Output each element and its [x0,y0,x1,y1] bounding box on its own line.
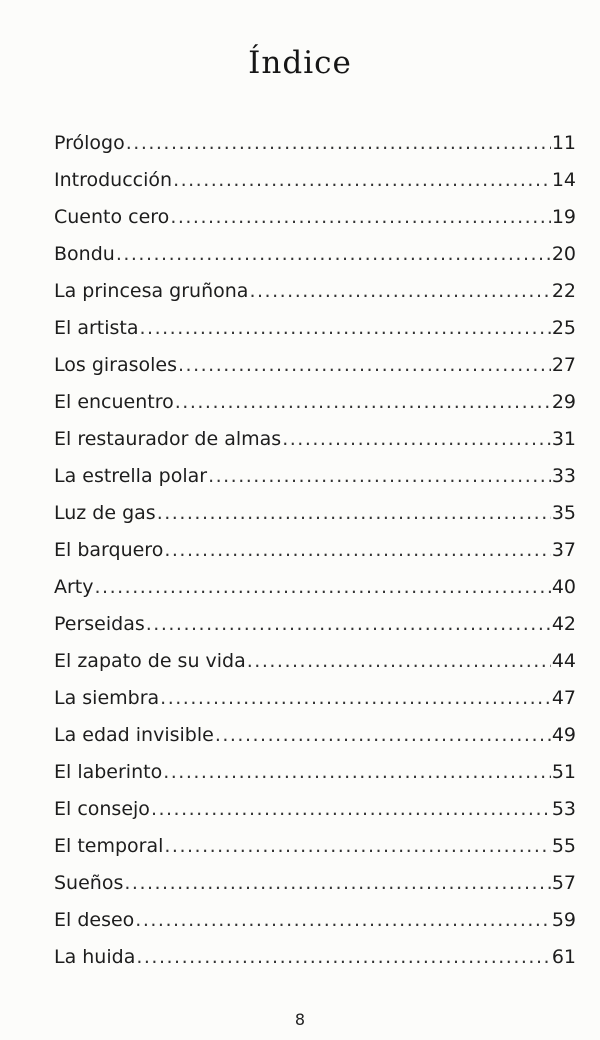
toc-entry-page: 55 [551,835,576,857]
toc-entry-title: El artista [54,317,139,339]
toc-entry-page: 27 [551,354,576,376]
toc-entry-page: 61 [551,946,576,968]
toc-entry-page: 20 [551,243,576,265]
toc-entry [54,428,576,465]
toc-entry-page: 57 [551,872,576,894]
dot-leader [135,909,551,931]
toc-entry-page: 35 [551,502,576,524]
toc-entry-page: 59 [551,909,576,931]
toc-entry [54,317,576,354]
toc-entry [54,761,576,798]
toc-entry [54,169,576,206]
toc-entry [54,909,576,946]
toc-entry [54,724,576,761]
toc-entry-title: El zapato de su vida [54,650,246,672]
dot-leader [208,465,551,487]
toc-entry [54,280,576,317]
toc-entry [54,798,576,835]
toc-entry-title: La edad invisible [54,724,214,746]
dot-leader [178,354,551,376]
toc-entry-page: 25 [551,317,576,339]
toc-entry-title: Cuento cero [54,206,170,228]
dot-leader [249,280,550,302]
dot-leader [136,946,550,968]
toc-entry [54,502,576,539]
toc-entry-page: 44 [551,650,576,672]
dot-leader [140,317,551,339]
toc-entry-title: La estrella polar [54,465,208,487]
toc-entry-page: 33 [551,465,576,487]
toc-entry-title: Luz de gas [54,502,156,524]
dot-leader [160,687,551,709]
page-number: 8 [294,1010,306,1029]
dot-leader [157,502,551,524]
toc-entry-page: 53 [551,798,576,820]
toc-entry [54,391,576,428]
toc-entry [54,946,576,983]
toc-entry-title: Introducción [54,169,173,191]
toc-entry-title: Sueños [54,872,124,894]
toc-entry-page: 22 [551,280,576,302]
toc-entry-page: 42 [551,613,576,635]
toc-entry-title: El temporal [54,835,164,857]
toc-entry-page: 49 [551,724,576,746]
toc-entry-page: 51 [551,761,576,783]
toc-entry-page: 40 [551,576,576,598]
toc-entry-page: 14 [551,169,576,191]
dot-leader [170,206,551,228]
toc-entry-title: El restaurador de almas [54,428,282,450]
toc-entry-title: El encuentro [54,391,174,413]
dot-leader [95,576,551,598]
toc-entry-title: La princesa gruñona [54,280,249,302]
toc-entry-page: 31 [551,428,576,450]
toc-entry-page: 47 [551,687,576,709]
toc-entry-page: 29 [551,391,576,413]
toc-entry [54,354,576,391]
toc-entry-title: La huida [54,946,136,968]
toc-entry [54,539,576,576]
toc-entry [54,576,576,613]
toc-entry-title: El deseo [54,909,135,931]
dot-leader [175,391,551,413]
toc-entry [54,613,576,650]
toc-entry-title: Prólogo [54,132,125,154]
toc-entry-page: 11 [551,132,576,154]
toc-entry-title: El barquero [54,539,164,561]
dot-leader [215,724,551,746]
toc-entry-title: Los girasoles [54,354,177,376]
toc-entry [54,687,576,724]
dot-leader [164,539,550,561]
table-of-contents [54,132,576,983]
toc-entry [54,872,576,909]
dot-leader [164,835,550,857]
dot-leader [126,132,551,154]
page-title: Índice [248,45,352,81]
dot-leader [146,613,551,635]
dot-leader [116,243,551,265]
dot-leader [151,798,551,820]
toc-entry-page: 37 [551,539,576,561]
toc-entry-title: Arty [54,576,94,598]
dot-leader [282,428,551,450]
toc-entry [54,465,576,502]
toc-entry-title: La siembra [54,687,160,709]
toc-entry-page: 19 [551,206,576,228]
dot-leader [124,872,550,894]
toc-entry [54,650,576,687]
toc-entry [54,835,576,872]
toc-entry-title: Bondu [54,243,115,265]
dot-leader [247,650,551,672]
toc-entry-title: El consejo [54,798,150,820]
toc-entry [54,132,576,169]
dot-leader [173,169,551,191]
toc-entry [54,206,576,243]
dot-leader [163,761,551,783]
toc-entry-title: Perseidas [54,613,145,635]
toc-entry-title: El laberinto [54,761,163,783]
toc-entry [54,243,576,280]
